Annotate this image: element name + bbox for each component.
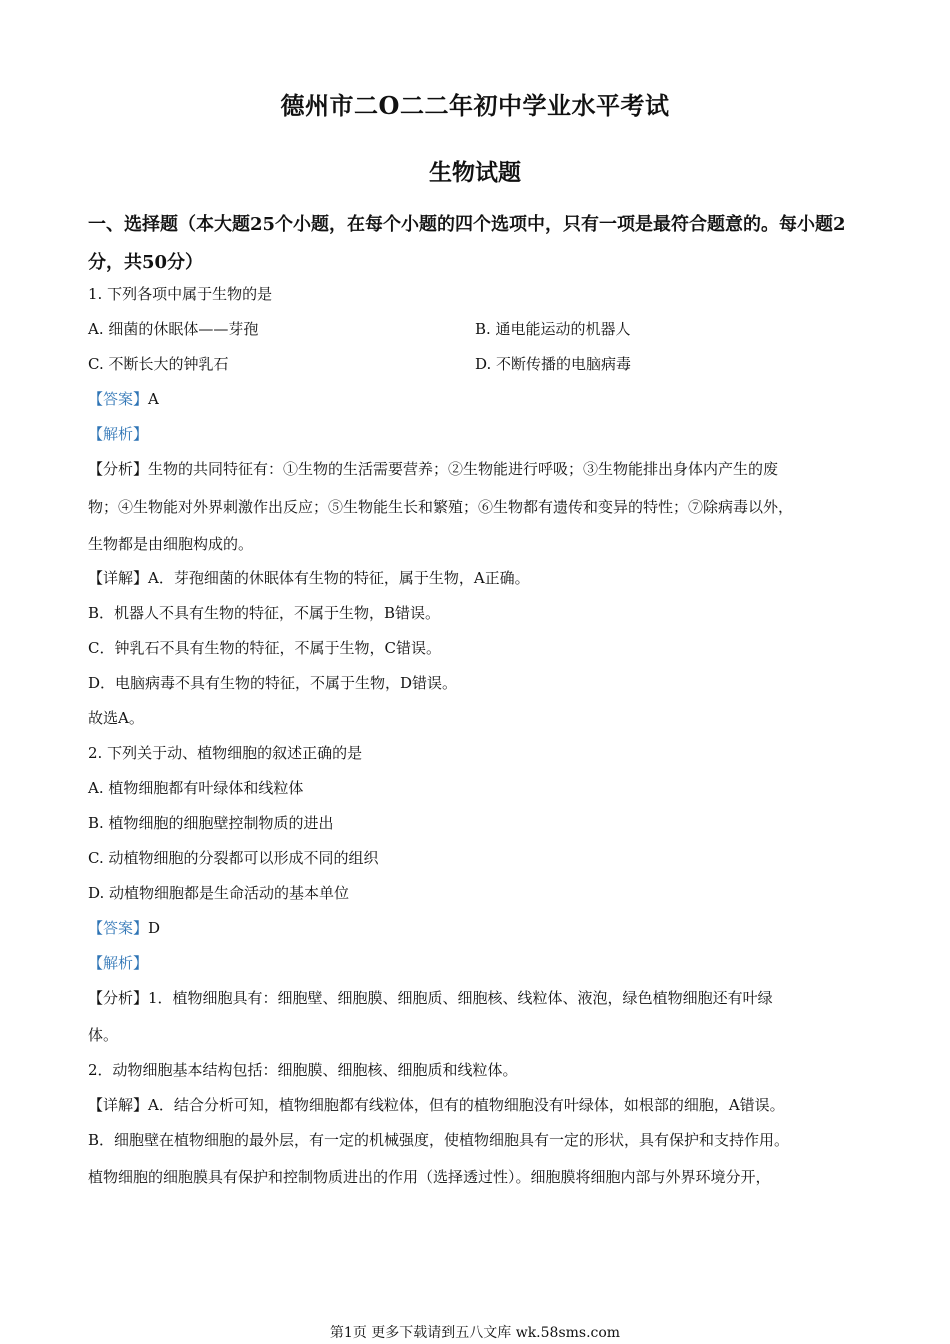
q2-fenxi-line2: 体。	[88, 1026, 119, 1044]
answer-tag: 【答案】	[88, 390, 149, 408]
q2-analysis-tag: 【解析】	[88, 954, 149, 972]
q1-analysis-tag: 【解析】	[88, 425, 149, 443]
q2-option-d: D. 动植物细胞都是生命活动的基本单位	[88, 884, 350, 902]
answer-value: D	[148, 919, 161, 937]
fenxi-tag: 【分析】	[88, 989, 149, 1007]
fenxi-tag: 【分析】	[88, 460, 149, 478]
q2-option-a: A. 植物细胞都有叶绿体和线粒体	[88, 779, 304, 797]
q1-option-b: B. 通电能运动的机器人	[475, 320, 631, 338]
q1-xiangjie-a	[88, 568, 530, 588]
q2-xiangjie-b1: B．细胞壁在植物细胞的最外层，有一定的机械强度，使植物细胞具有一定的形状，具有保护和支持作用。	[88, 1131, 790, 1149]
q1-option-c: C. 不断长大的钟乳石	[88, 355, 229, 373]
xiangjie-text: A．芽孢细菌的休眠体有生物的特征，属于生物，A正确。	[148, 569, 530, 587]
fenxi-text: 1．植物细胞具有：细胞壁、细胞膜、细胞质、细胞核、线粒体、液泡，绿色植物细胞还有叶绿	[148, 989, 773, 1007]
fenxi-text: 生物的共同特征有：①生物的生活需要营养；②生物能进行呼吸；③生物能排出身体内产生的废	[148, 460, 779, 478]
xiangjie-tag: 【详解】	[88, 569, 149, 587]
answer-value: A	[148, 390, 159, 408]
section-heading: 一、选择题（本大题25个小题，在每个小题的四个选项中，只有一项是最符合题意的。每小题2分，共50分）	[88, 214, 846, 273]
q1-fenxi-line1	[88, 459, 778, 479]
q2-option-b: B. 植物细胞的细胞壁控制物质的进出	[88, 814, 334, 832]
exam-subtitle: 生物试题	[429, 159, 521, 186]
q2-stem: 2. 下列关于动、植物细胞的叙述正确的是	[88, 744, 363, 762]
q1-option-a: A. 细菌的休眠体——芽孢	[88, 320, 259, 338]
exam-title: 德州市二O二二年初中学业水平考试	[280, 91, 670, 120]
q2-xiangjie-b2: 植物细胞的细胞膜具有保护和控制物质进出的作用（选择透过性）。细胞膜将细胞内部与外界环境分开，	[88, 1168, 771, 1186]
q1-fenxi-line3: 生物都是由细胞构成的。	[88, 535, 254, 553]
q2-option-c: C. 动植物细胞的分裂都可以形成不同的组织	[88, 849, 379, 867]
page-footer: 第1页 更多下载请到五八文库 wk.58sms.com	[329, 1325, 621, 1341]
q1-stem: 1. 下列各项中属于生物的是	[88, 285, 273, 303]
xiangjie-text: A．结合分析可知，植物细胞都有线粒体，但有的植物细胞没有叶绿体，如根部的细胞，A错误。	[148, 1096, 785, 1114]
q1-option-d: D. 不断传播的电脑病毒	[475, 355, 632, 373]
q1-xiangjie-b: B．机器人不具有生物的特征，不属于生物，B错误。	[88, 604, 441, 622]
q1-xiangjie-d: D．电脑病毒不具有生物的特征，不属于生物，D错误。	[88, 674, 458, 692]
q1-conclusion: 故选A。	[88, 709, 144, 727]
q1-answer	[88, 389, 159, 409]
xiangjie-tag: 【详解】	[88, 1096, 149, 1114]
q2-answer	[88, 918, 160, 938]
q1-xiangjie-c: C．钟乳石不具有生物的特征，不属于生物，C错误。	[88, 639, 441, 657]
q2-fenxi-point2: 2．动物细胞基本结构包括：细胞膜、细胞核、细胞质和线粒体。	[88, 1061, 518, 1079]
q2-xiangjie-a	[88, 1095, 785, 1115]
q2-fenxi-line1	[88, 988, 773, 1008]
q1-fenxi-line2: 物；④生物能对外界刺激作出反应；⑤生物能生长和繁殖；⑥生物都有遗传和变异的特性；⑦除病毒以外，	[88, 498, 794, 516]
answer-tag: 【答案】	[88, 919, 149, 937]
